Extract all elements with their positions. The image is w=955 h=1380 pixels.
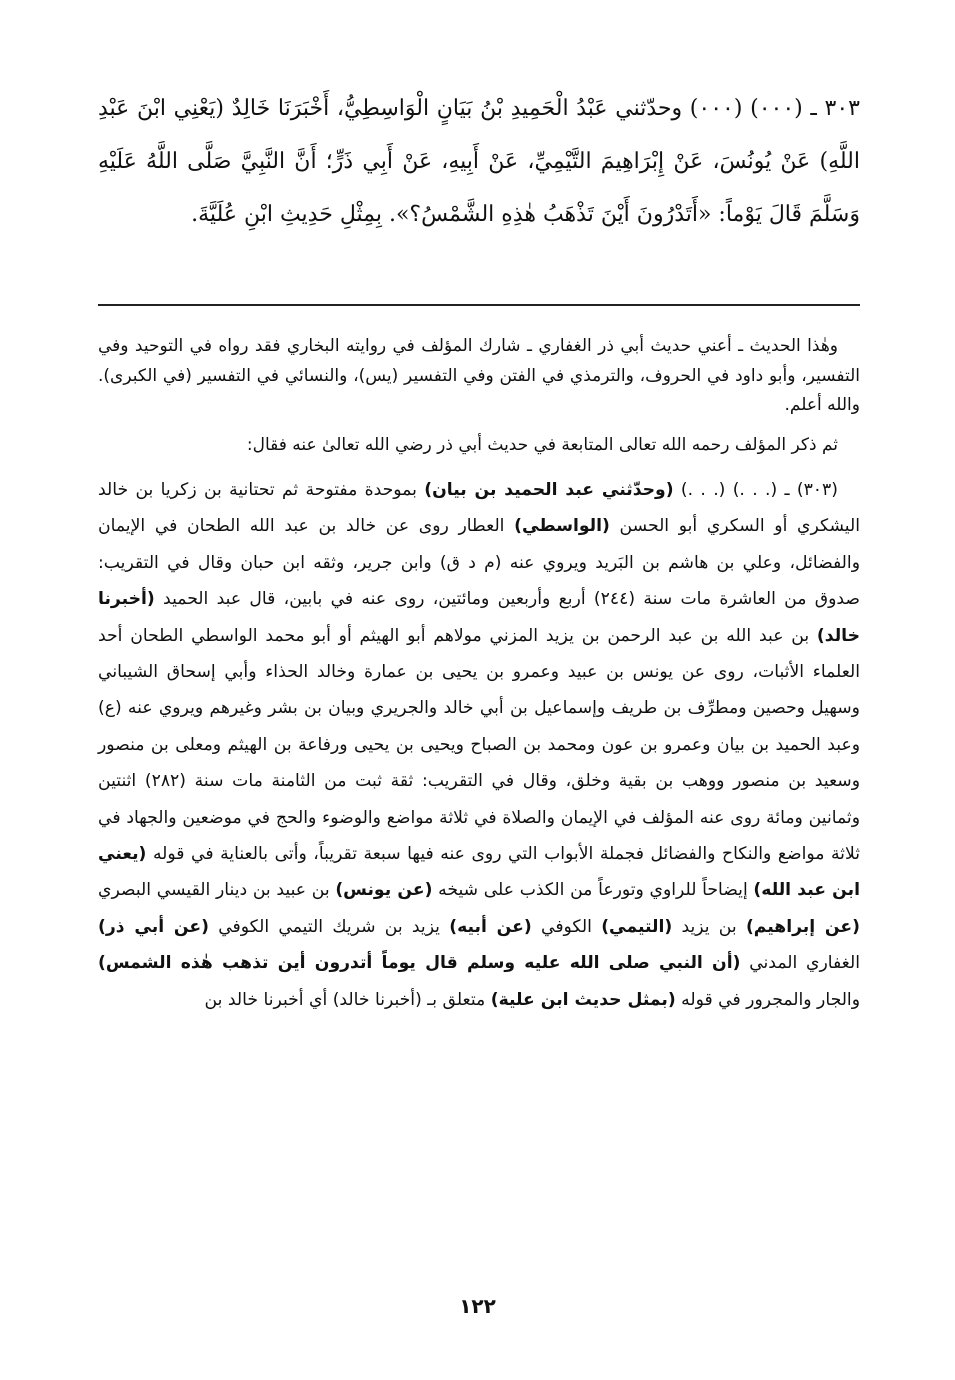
commentary-text: بن يزيد — [672, 916, 746, 937]
commentary-bold-text: (يعني ابن عبد الله) — [98, 844, 860, 901]
footnote-divider — [98, 304, 860, 306]
hadith-section — [98, 82, 860, 241]
commentary-bold-text: (بمثل حديث ابن علية) — [490, 989, 676, 1010]
hadith-text-block — [98, 82, 860, 241]
commentary-text: يزيد بن شريك التيمي الكوفي — [208, 916, 450, 937]
commentary-text: متعلق بـ (أخبرنا خالد) أي أخبرنا خالد بن — [204, 989, 491, 1010]
commentary-bold-text: (أخبرنا خالد) — [98, 589, 860, 646]
commentary-text: (٣٠٣) ـ (. . .) (. . .) — [673, 480, 838, 500]
commentary-section — [98, 332, 860, 1018]
commentary-text: الغفاري المدني — [740, 953, 860, 974]
commentary-bold-text: (عن يونس) — [335, 880, 433, 901]
commentary-bold-text: (عن أبيه) — [449, 916, 532, 937]
commentary-bold-text: (أن النبي صلى الله عليه وسلم قال يوماً أتدرون أين تذهب هٰذه الشمس) — [98, 953, 741, 974]
commentary-paragraph-2: ثم ذكر المؤلف رحمه الله تعالى المتابعة في حديث أبي ذر رضي الله تعالىٰ عنه فقال: — [246, 434, 838, 455]
commentary-bold-text: (وحدّثني عبد الحميد بن بيان) — [424, 480, 674, 500]
commentary-text: بموحدة مفتوحة ثم تحتانية بن زكريا بن خالد اليشكري أو السكري أبو الحسن — [98, 480, 860, 537]
commentary-text: العطار روى عن خالد بن عبد الله الطحان في الإيمان والفضائل، وعلي بن هاشم بن البَريد ويروي عنه (م د ق) وابن جرير، وثقه ابن حبان وقال في التقريب: صدوق من العاشرة مات سنة (٢٤٤) أربع وأربعين ومائتين، روى عنه في بابين، قال عبد الحميد — [98, 516, 861, 610]
commentary-bold-text: (عن أبي ذر) — [98, 916, 209, 937]
commentary-text: بن عبيد بن دينار القيسي البصري — [98, 880, 336, 901]
commentary-text: إيضاحاً للراوي وتورعاً من الكذب على شيخه — [432, 880, 754, 901]
commentary-bold-text: (الواسطي) — [514, 516, 610, 537]
commentary-paragraph-1: وهٰذا الحديث ـ أعني حديث أبي ذر الغفاري ـ شارك المؤلف في روايته البخاري فقد رواه في التوحيد وفي التفسير، وأبو داود في الحروف، والترمذي في الفتن وفي التفسير (يس)، والنسائي في التفسير (في الكبرى). والله أعلم. — [98, 336, 860, 415]
page-number: ١٢٢ — [459, 1294, 496, 1318]
commentary-text: بن عبد الله بن عبد الرحمن بن يزيد المزني مولاهم أبو الهيثم أو أبو محمد الواسطي الطحان أحد العلماء الأثبات، روى عن يونس بن عبيد وعمرو بن يحيى بن عمارة وخالد الحذاء وأبي إسحاق الشيباني وسهيل وحصين ومطرِّف بن طريف وإسماعيل بن أبي خالد والجريري وبيان بن بشر وغيرهم ويروي عنه (ع) وعبد الحميد بن بيان وعمرو بن عون ومحمد بن الصباح ويحيى بن يحيى ورفاعة بن الهيثم ومعلى بن منصور وسعيد بن منصور ووهب بن بقية وخلق، وقال في التقريب: ثقة ثبت من الثامنة مات سنة (٢٨٢) اثنتين وثمانين ومائة روى عنه المؤلف في الإيمان والصلاة في ثلاثة مواضع والوضوء والحج في موضعين والجهاد في ثلاثة مواضع والنكاح والفضائل فجملة الأبواب التي روى عنه فيها سبعة تقريباً، وأتى بالعناية في قوله — [98, 625, 861, 865]
commentary-main-paragraph — [98, 472, 860, 1018]
commentary-bold-text: (التيمي) — [601, 916, 673, 937]
commentary-text: والجار والمجرور في قوله — [675, 989, 860, 1010]
commentary-bold-text: (عن إبراهيم) — [745, 916, 860, 937]
commentary-text: الكوفي — [531, 916, 602, 937]
hadith-text: ٣٠٣ ـ (٠٠٠) (٠٠٠) وحدّثني عَبْدُ الْحَمِيدِ بْنُ بَيَانٍ الْوَاسِطِيُّ، أَخْبَرَنَا خَالِدٌ (يَعْنِي ابْنَ عَبْدِ اللَّهِ) عَنْ يُونُسَ، عَنْ إِبْرَاهِيمَ التَّيْمِيِّ، عَنْ أَبِيهِ، عَنْ أَبِي ذَرٍّ؛ أَنَّ النَّبِيَّ صَلَّى اللَّهُ عَلَيْهِ وَسَلَّمَ قَالَ يَوْماً: «أَتَدْرُونَ أَيْنَ تَذْهَبُ هٰذِهِ الشَّمْسُ؟». بِمِثْلِ حَدِيثِ ابْنِ عُلَيَّةَ. — [98, 96, 860, 227]
